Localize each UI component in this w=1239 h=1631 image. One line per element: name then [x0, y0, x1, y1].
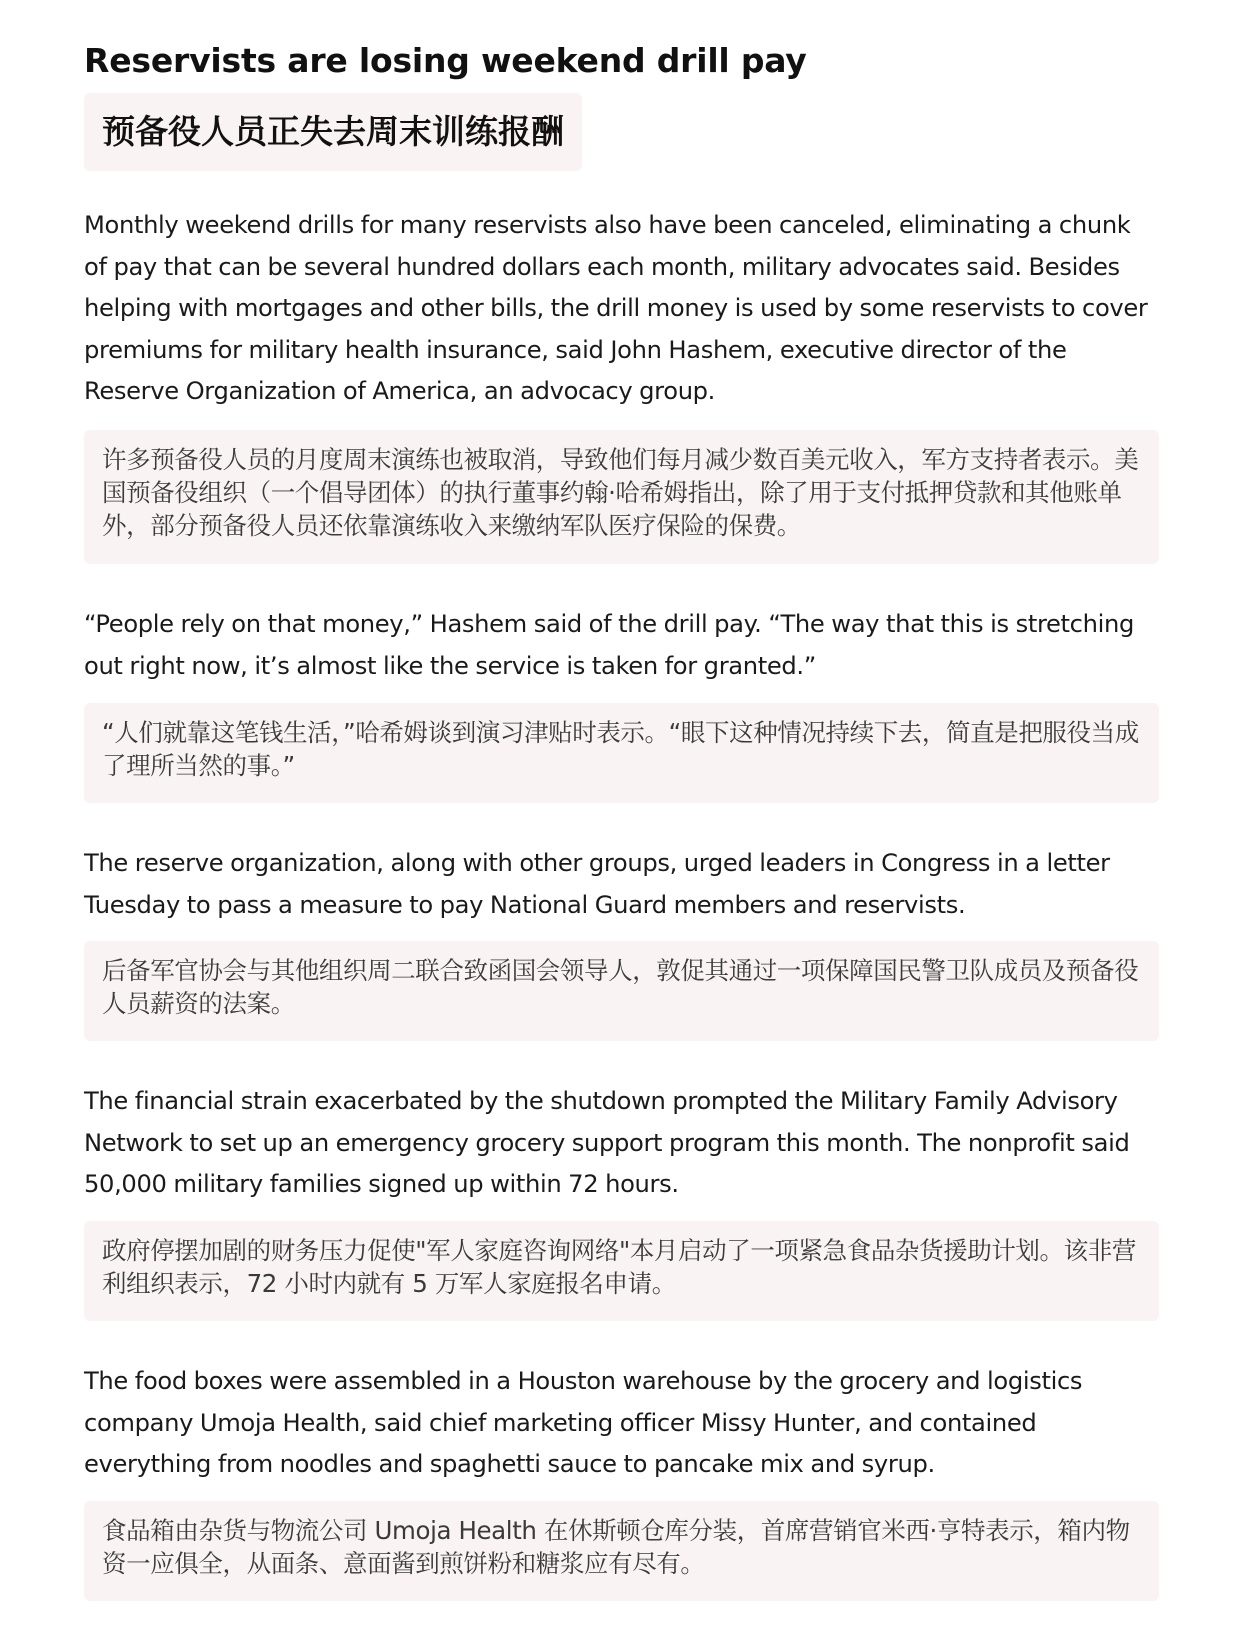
paragraph-chinese-translation-5: 食品箱由杂货与物流公司 Umoja Health 在休斯顿仓库分装，首席营销官米西·亨特表示，箱内物资一应俱全，从面条、意面酱到煎饼粉和糖浆应有尽有。	[84, 1501, 1159, 1601]
paragraph-chinese-translation-3: 后备军官协会与其他组织周二联合致函国会领导人，敦促其通过一项保障国民警卫队成员及预备役人员薪资的法案。	[84, 941, 1159, 1041]
paragraph-english-4: The financial strain exacerbated by the shutdown prompted the Military Family Advisory Network to set up an emergency grocery support program this month. The nonprofit said 50,000 military families signed up within 72 hours.	[84, 1087, 1130, 1198]
paragraph-english-1: Monthly weekend drills for many reservists also have been canceled, eliminating a chunk of pay that can be several hundred dollars each month, military advocates said. Besides helping with mortgages and other bills, the drill money is used by some reservists to cover premiums for military health insurance, said John Hashem, executive director of the Reserve Organization of America, an advocacy group.	[84, 211, 1148, 405]
paragraph-chinese-translation-1: 许多预备役人员的月度周末演练也被取消，导致他们每月减少数百美元收入，军方支持者表示。美国预备役组织（一个倡导团体）的执行董事约翰·哈希姆指出，除了用于支付抵押贷款和其他账单外，部分预备役人员还依靠演练收入来缴纳军队医疗保险的保费。	[84, 430, 1159, 564]
headline-english: Reservists are losing weekend drill pay	[84, 41, 807, 80]
paragraph-chinese-translation-4: 政府停摆加剧的财务压力促使"军人家庭咨询网络"本月启动了一项紧急食品杂货援助计划。该非营利组织表示，72 小时内就有 5 万军人家庭报名申请。	[84, 1221, 1159, 1321]
paragraph-english-3: The reserve organization, along with other groups, urged leaders in Congress in a letter Tuesday to pass a measure to pay National Guard members and reservists.	[84, 849, 1110, 919]
paragraph-chinese-translation-2: “人们就靠这笔钱生活，”哈希姆谈到演习津贴时表示。“眼下这种情况持续下去，简直是把服役当成了理所当然的事。”	[84, 703, 1159, 803]
paragraph-english-2: “People rely on that money,” Hashem said of the drill pay. “The way that this is stretching out right now, it’s almost like the service is taken for granted.”	[84, 610, 1134, 680]
headline-chinese-translation: 预备役人员正失去周末训练报酬	[84, 93, 582, 171]
paragraph-english-5: The food boxes were assembled in a Houston warehouse by the grocery and logistics company Umoja Health, said chief marketing officer Missy Hunter, and contained everything from noodles and spaghetti sauce to pancake mix and syrup.	[84, 1367, 1083, 1478]
